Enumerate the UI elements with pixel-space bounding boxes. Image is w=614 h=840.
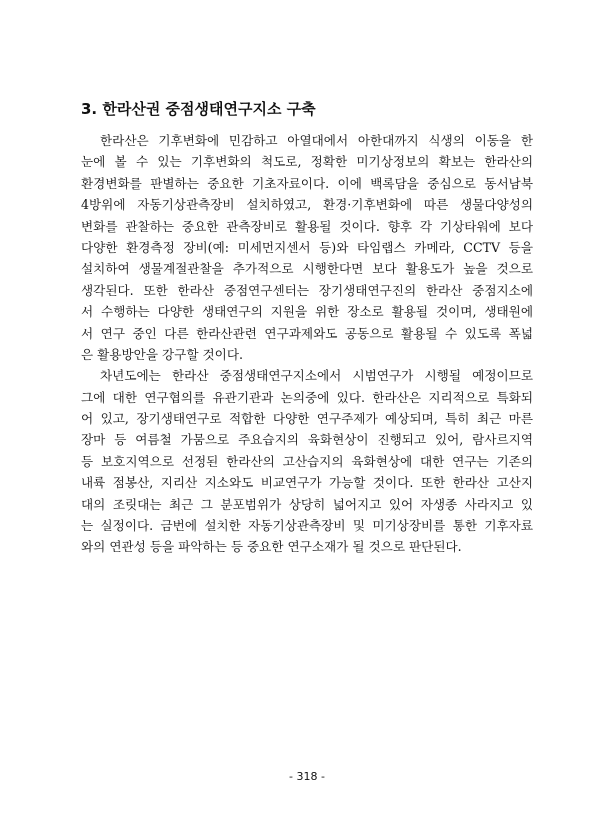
paragraph-1-line: 4방위에 자동기상관측장비 설치하였고, 환경·기후변화에 따른 생물다양성의 xyxy=(81,197,533,213)
paragraph-2-line: 대의 조릿대는 최근 그 분포범위가 상당히 넓어지고 있어 자생종 사라지고 있 xyxy=(81,496,533,512)
paragraph-2-line: 어 있고, 장기생태연구로 적합한 다양한 연구주제가 예상되며, 특히 최근 마른 xyxy=(81,411,533,427)
paragraph-1-line: 서 연구 중인 다른 한라산관련 연구과제와도 공동으로 활용될 수 있도록 폭넓 xyxy=(81,325,533,341)
paragraph-1-line: 변화를 관찰하는 중요한 관측장비로 활용될 것이다. 향후 각 기상타워에 보다 xyxy=(81,218,533,234)
paragraph-1-line: 서 수행하는 다양한 생태연구의 지원을 위한 장소로 활용될 것이며, 생태원에 xyxy=(81,304,533,320)
paragraph-2-line: 는 실정이다. 금번에 설치한 자동기상관측장비 및 미기상장비를 통한 기후자료 xyxy=(81,518,533,534)
section-heading: 3. 한라산권 중점생태연구지소 구축 xyxy=(81,100,316,118)
page-number: - 318 - xyxy=(289,770,325,783)
paragraph-2-line: 그에 대한 연구협의를 유관기관과 논의중에 있다. 한라산은 지리적으로 특화되 xyxy=(81,389,533,405)
paragraph-1-line: 은 활용방안을 강구할 것이다. xyxy=(81,346,243,362)
paragraph-2-line: 차년도에는 한라산 중점생태연구지소에서 시범연구가 시행될 예정이므로 xyxy=(100,368,533,384)
paragraph-1-line: 한라산은 기후변화에 민감하고 아열대에서 아한대까지 식생의 이동을 한 xyxy=(100,133,533,148)
paragraph-1-line: 설치하여 생물계절관찰을 추가적으로 시행한다면 보다 활용도가 높을 것으로 xyxy=(81,261,533,277)
paragraph-1-line: 다양한 환경측정 장비(예: 미세먼지센서 등)와 타임랩스 카메라, CCTV 등을 xyxy=(81,239,533,255)
paragraph-2-line: 와의 연관성 등을 파악하는 등 중요한 연구소재가 될 것으로 판단된다. xyxy=(81,539,462,555)
body-text xyxy=(81,130,533,558)
paragraph-2-line: 등 보호지역으로 선정된 한라산의 고산습지의 육화현상에 대한 연구는 기존의 xyxy=(81,453,533,469)
paragraph-1-line: 생각된다. 또한 한라산 중점연구센터는 장기생태연구진의 한라산 중점지소에 xyxy=(81,282,533,298)
paragraph-2-line: 내륙 점봉산, 지리산 지소와도 비교연구가 가능할 것이다. 또한 한라산 고산지 xyxy=(81,475,533,491)
paragraph-1-line: 환경변화를 판별하는 중요한 기초자료이다. 이에 백록담을 중심으로 동서남북 xyxy=(81,175,533,191)
paragraph-2-line: 장마 등 여름철 가뭄으로 주요습지의 육화현상이 진행되고 있어, 람사르지역 xyxy=(81,432,533,448)
paragraph-1-line: 눈에 볼 수 있는 기후변화의 척도로, 정확한 미기상정보의 확보는 한라산의 xyxy=(81,154,533,170)
